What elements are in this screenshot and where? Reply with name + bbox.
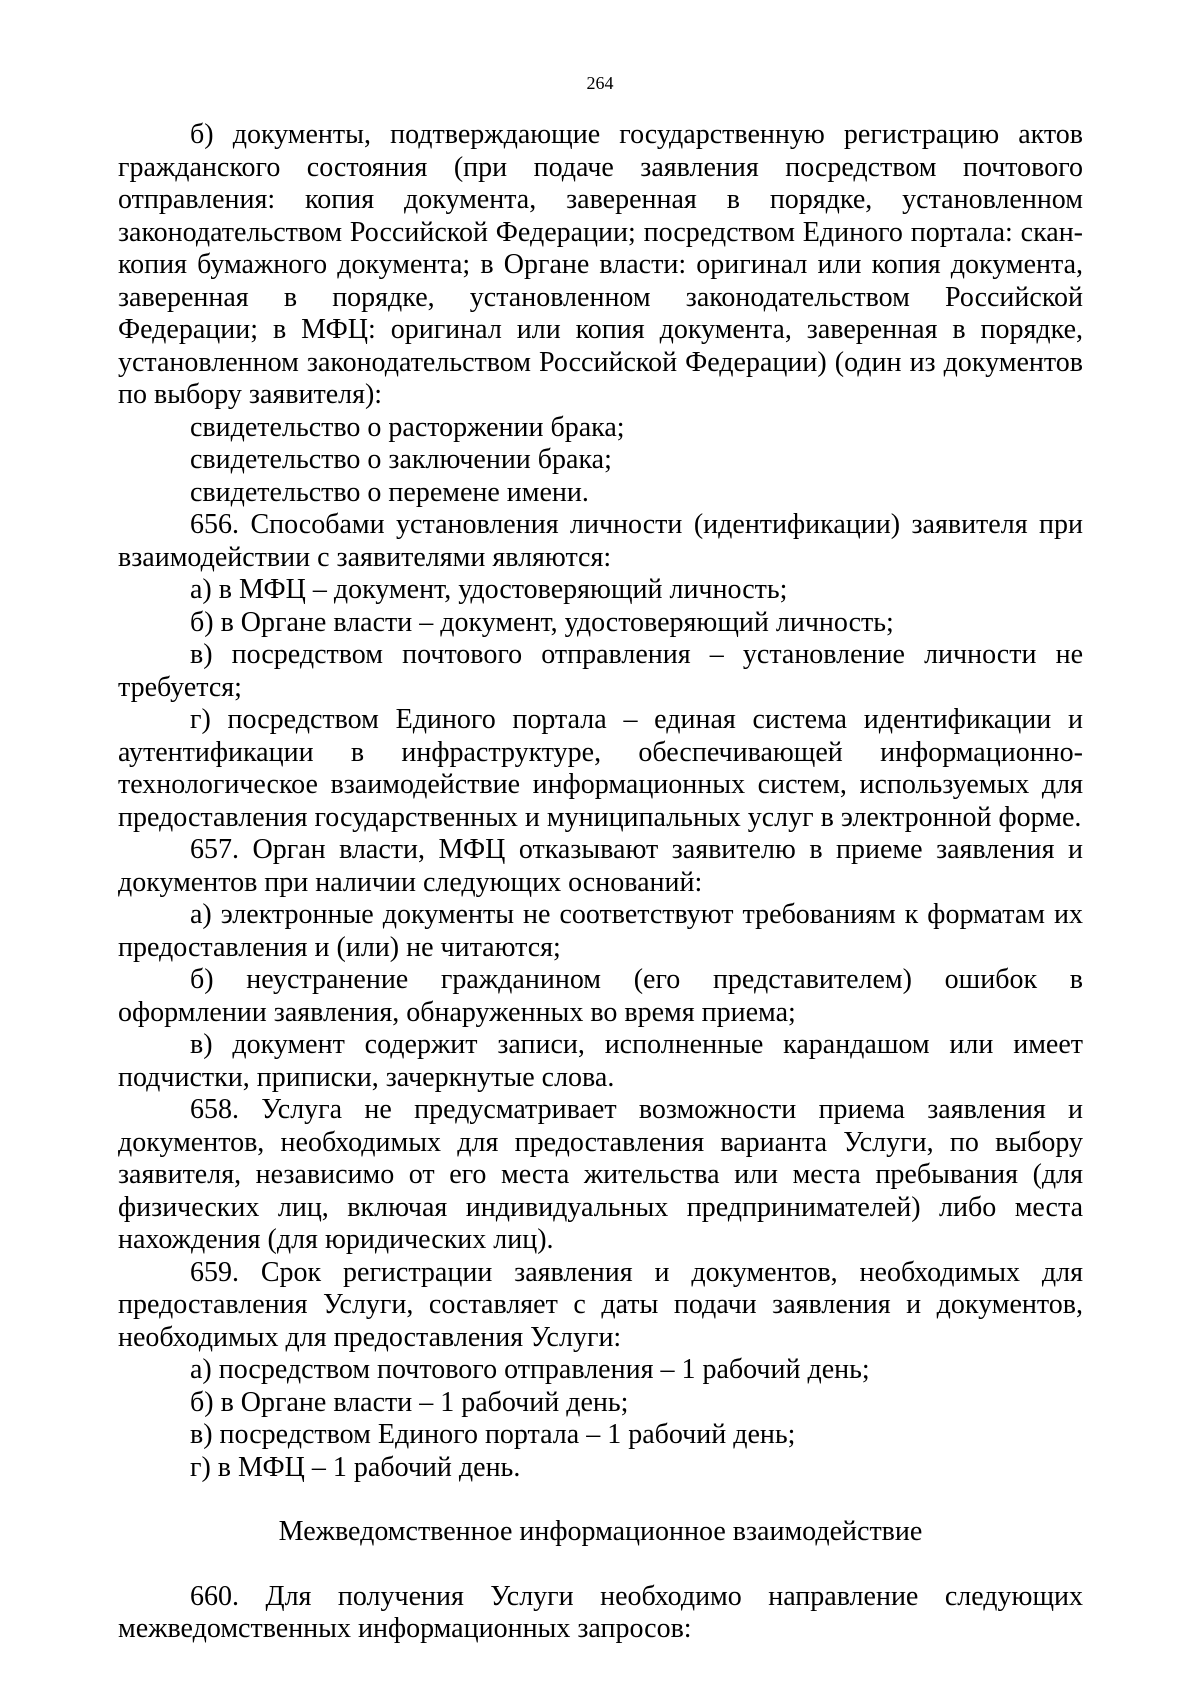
document-body bbox=[118, 119, 1083, 1646]
paragraph-656-a: а) в МФЦ – документ, удостоверяющий личность; bbox=[190, 574, 788, 605]
paragraph-657-v: в) документ содержит записи, исполненные карандашом или имеет подчистки, приписки, зачеркнутые слова. bbox=[118, 1029, 1083, 1093]
paragraph-659: 659. Срок регистрации заявления и документов, необходимых для предоставления Услуги, составляет с даты подачи заявления и документов, необходимых для предоставления Услуги: bbox=[118, 1256, 1083, 1353]
paragraph-656-g: г) посредством Единого портала – единая система идентификации и аутентификации в инфраструктуре, обеспечивающей информационно-технологическое взаимодействие информационных систем, используемых для предоставления государственных и муниципальных услуг в электронной форме. bbox=[118, 704, 1083, 833]
paragraph-657-b: б) неустранение гражданином (его представителем) ошибок в оформлении заявления, обнаруженных во время приема; bbox=[118, 964, 1083, 1028]
paragraph-659-g: г) в МФЦ – 1 рабочий день. bbox=[190, 1451, 521, 1483]
paragraph-656-b: б) в Органе власти – документ, удостоверяющий личность; bbox=[190, 606, 894, 638]
paragraph-659-a: а) посредством почтового отправления – 1 рабочий день; bbox=[190, 1354, 870, 1385]
section-heading: Межведомственное информационное взаимодействие bbox=[278, 1516, 923, 1547]
section-spacer bbox=[118, 1484, 1083, 1516]
paragraph-656: 656. Способами установления личности (идентификации) заявителя при взаимодействии с заявителями являются: bbox=[118, 509, 1083, 573]
paragraph-659-v: в) посредством Единого портала – 1 рабочий день; bbox=[190, 1419, 796, 1450]
list-item-divorce-certificate: свидетельство о расторжении брака; bbox=[190, 411, 625, 443]
paragraph-658: 658. Услуга не предусматривает возможности приема заявления и документов, необходимых для предоставления варианта Услуги, по выбору заявителя, независимо от его места жительства или места пребывания (для физических лиц, включая индивидуальных предпринимателей) либо места нахождения (для юридических лиц). bbox=[118, 1094, 1083, 1255]
list-item-name-change-certificate: свидетельство о перемене имени. bbox=[190, 476, 589, 508]
paragraph-657-a: а) электронные документы не соответствуют требованиям к форматам их предоставления и (или) не читаются; bbox=[118, 899, 1083, 963]
paragraph-659-b: б) в Органе власти – 1 рабочий день; bbox=[190, 1386, 629, 1418]
paragraph-660: 660. Для получения Услуги необходимо направление следующих межведомственных информационных запросов: bbox=[118, 1580, 1083, 1644]
paragraph-b-documents: б) документы, подтверждающие государственную регистрацию актов гражданского состояния (при подаче заявления посредством почтового отправления: копия документа, заверенная в порядке, установленном законодательством Российской Федерации; посредством Единого портала: скан-копия бумажного документа; в Органе власти: оригинал или копия документа, заверенная в порядке, установленном законодательством Российской Федерации; в МФЦ: оригинал или копия документа, заверенная в порядке, установленном законодательством Российской Федерации) (один из документов по выбору заявителя): bbox=[118, 119, 1083, 410]
paragraph-656-v: в) посредством почтового отправления – установление личности не требуется; bbox=[118, 639, 1083, 703]
page-number: 264 bbox=[586, 73, 614, 93]
list-item-marriage-certificate: свидетельство о заключении брака; bbox=[190, 444, 612, 475]
paragraph-657: 657. Орган власти, МФЦ отказывают заявителю в приеме заявления и документов при наличии следующих оснований: bbox=[118, 834, 1083, 898]
section-spacer bbox=[118, 1549, 1083, 1581]
